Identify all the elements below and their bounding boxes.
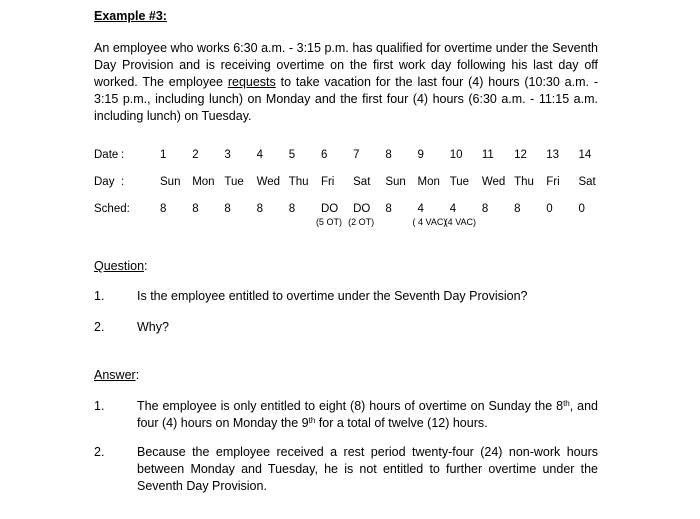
day-cell: Tue bbox=[449, 176, 470, 188]
answer-heading-colon: : bbox=[135, 368, 140, 382]
date-cell: 1 bbox=[160, 149, 167, 161]
answer-item-2-number: 2. bbox=[94, 445, 105, 459]
sched-note-4vac: (4 VAC) bbox=[444, 217, 477, 227]
question-item-2 bbox=[94, 319, 598, 336]
underlined-word-requests: requests bbox=[227, 75, 276, 89]
sched-cell bbox=[224, 202, 256, 229]
sched-value: 8 bbox=[385, 203, 392, 215]
day-cell: Thu bbox=[288, 176, 309, 188]
question-heading bbox=[94, 259, 598, 274]
sched-value: 0 bbox=[546, 203, 553, 215]
date-cell: 7 bbox=[353, 149, 360, 161]
paragraph-text-part1: An employee who works 6:30 a.m. - 3:15 p.m. has qualified for overtime under the Seventh Day Provision and is receiving overtime on the first work day following his last day off worked. The employee bbox=[94, 41, 598, 89]
sched-cell bbox=[482, 202, 514, 229]
question-item-2-text: Why? bbox=[137, 320, 169, 334]
sched-cell bbox=[444, 202, 482, 229]
sched-value: 8 bbox=[288, 203, 296, 215]
sched-note-4vac: ( 4 VAC) bbox=[412, 217, 447, 227]
date-row-label bbox=[94, 148, 160, 162]
day-cell: Tue bbox=[224, 176, 244, 188]
sched-row-label bbox=[94, 202, 160, 229]
sched-value: 8 bbox=[160, 203, 167, 215]
sched-cell bbox=[160, 202, 192, 229]
date-cell: 2 bbox=[192, 149, 199, 161]
sched-cell bbox=[514, 202, 546, 229]
day-row-label bbox=[94, 175, 160, 189]
answer-section bbox=[94, 368, 598, 495]
day-cell: Sat bbox=[353, 176, 371, 188]
question-section bbox=[94, 259, 598, 336]
date-cell: 8 bbox=[385, 149, 392, 161]
sched-cell bbox=[578, 202, 610, 229]
date-cell: 12 bbox=[514, 149, 527, 161]
date-cell: 13 bbox=[546, 149, 560, 161]
sched-value: DO bbox=[353, 203, 371, 215]
sched-value: 8 bbox=[192, 203, 199, 215]
day-cell: Wed bbox=[256, 176, 281, 188]
date-cell: 9 bbox=[417, 149, 424, 161]
sched-value: 0 bbox=[578, 203, 585, 215]
day-cell: Sun bbox=[160, 176, 181, 188]
date-colon: : bbox=[121, 149, 125, 161]
date-cell: 5 bbox=[288, 149, 296, 161]
date-label: Date bbox=[94, 149, 119, 161]
day-cell: Fri bbox=[320, 176, 335, 188]
answer-1-part2: , and four (4) hours on Monday the 9 bbox=[137, 399, 598, 430]
sched-value: 8 bbox=[514, 203, 521, 215]
day-cell: Sun bbox=[385, 176, 406, 188]
answer-1-superscript-th: th bbox=[563, 399, 570, 408]
day-cell: Sat bbox=[578, 176, 596, 188]
sched-cell bbox=[257, 202, 289, 229]
answer-heading-text: Answer bbox=[94, 368, 136, 382]
schedule-table bbox=[94, 148, 598, 229]
day-cell: Mon bbox=[192, 176, 215, 188]
sched-note-5ot: (5 OT) bbox=[315, 217, 342, 227]
paragraph-text-part2: to take vacation for the last four (4) hours (10:30 a.m. - 3:15 p.m., including lunch) on Monday and the first four (4) hours (6:30 a.m. - 11:15 a.m. including lunch) on Tuesday. bbox=[94, 75, 598, 123]
day-cell: Mon bbox=[417, 176, 440, 188]
sched-colon: : bbox=[126, 203, 130, 215]
sched-value: 8 bbox=[481, 203, 489, 215]
date-cell: 6 bbox=[320, 149, 328, 161]
day-cell: Fri bbox=[546, 176, 560, 188]
day-cell: Wed bbox=[481, 176, 506, 188]
day-colon: : bbox=[121, 176, 125, 188]
question-heading-text: Question bbox=[94, 259, 145, 273]
sched-cell bbox=[348, 202, 385, 229]
answer-heading bbox=[94, 368, 598, 383]
sched-label: Sched bbox=[94, 203, 127, 215]
sched-value: 8 bbox=[224, 203, 231, 215]
answer-item-2-text: Because the employee received a rest period twenty-four (24) non-work hours between Monday and Tuesday, he is not entitled to further overtime under the Seventh Day Provision. bbox=[137, 445, 598, 493]
sched-value: DO bbox=[320, 203, 339, 215]
question-heading-colon: : bbox=[144, 259, 148, 273]
sched-value: 8 bbox=[256, 203, 263, 215]
sched-value: 4 bbox=[417, 203, 424, 215]
day-cell: Thu bbox=[514, 176, 534, 188]
sched-row bbox=[94, 202, 598, 229]
sched-cell bbox=[192, 202, 224, 229]
question-item-1-number: 1. bbox=[94, 289, 105, 303]
answer-item-1-text bbox=[137, 398, 598, 432]
answer-item-2 bbox=[94, 444, 598, 495]
example-paragraph bbox=[94, 40, 598, 125]
example-heading: Example #3: bbox=[94, 9, 167, 23]
date-cell: 11 bbox=[481, 149, 494, 161]
question-item-1 bbox=[94, 288, 598, 305]
date-cell: 4 bbox=[256, 149, 263, 161]
question-item-1-text: Is the employee entitled to overtime under the Seventh Day Provision? bbox=[137, 289, 528, 303]
answer-1-part3: for a total of twelve (12) hours. bbox=[315, 416, 488, 430]
sched-value: 4 bbox=[449, 203, 457, 215]
date-cell: 3 bbox=[224, 149, 231, 161]
question-item-2-number: 2. bbox=[94, 320, 105, 334]
answer-item-1-number: 1. bbox=[94, 399, 105, 413]
date-cell: 14 bbox=[578, 149, 592, 161]
date-row bbox=[94, 148, 598, 162]
answer-item-1 bbox=[94, 398, 598, 432]
day-row bbox=[94, 175, 598, 189]
day-label: Day bbox=[94, 176, 115, 188]
sched-note-2ot: (2 OT) bbox=[348, 217, 375, 227]
answer-1-part1: The employee is only entitled to eight (8) hours of overtime on Sunday the 8 bbox=[137, 399, 564, 413]
date-cell: 10 bbox=[449, 149, 463, 161]
sched-cell bbox=[546, 202, 578, 229]
answer-1-superscript-th: th bbox=[308, 416, 316, 425]
